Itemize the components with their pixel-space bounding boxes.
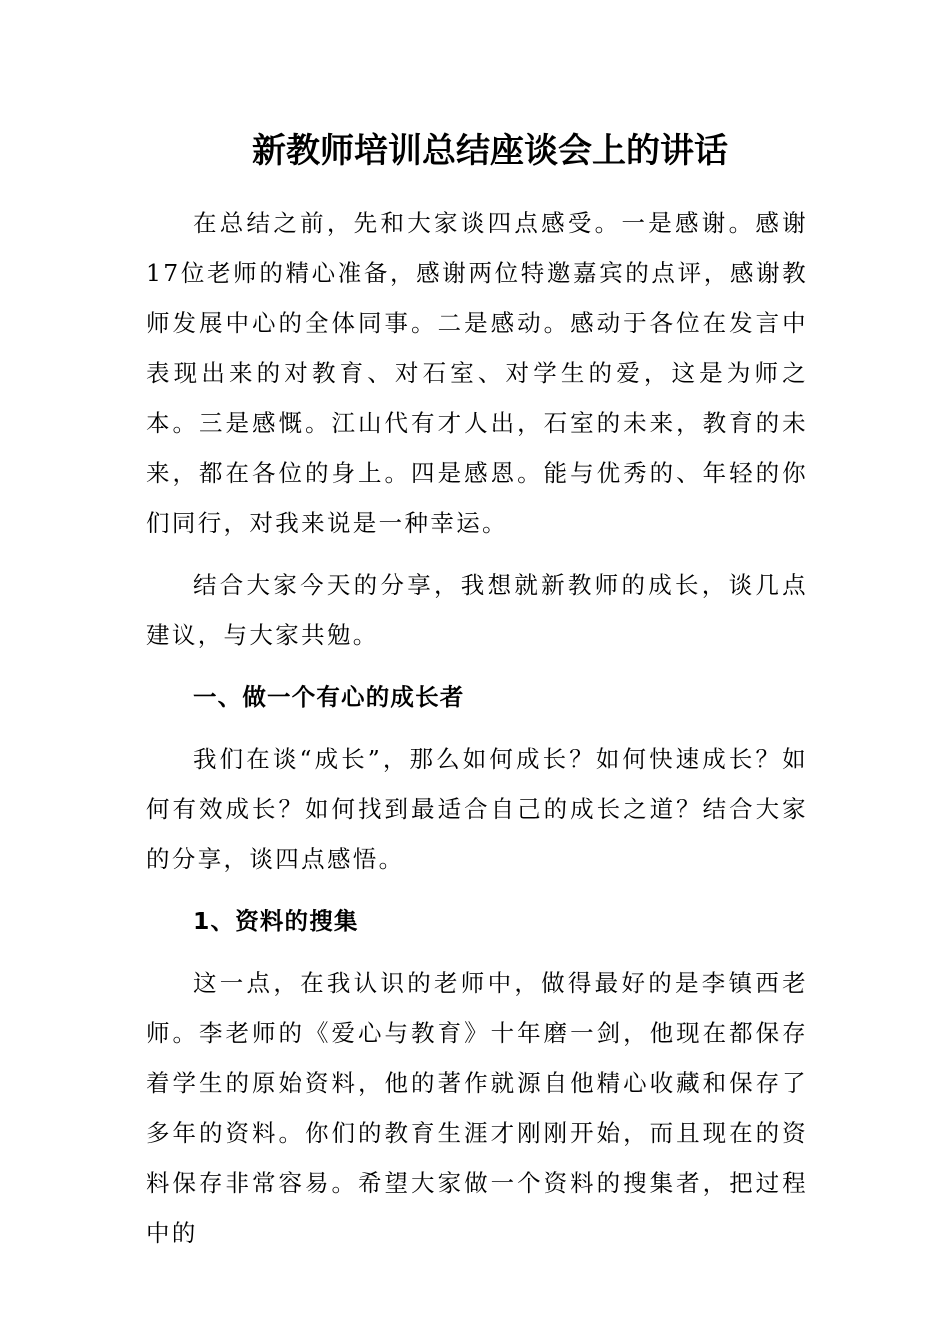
section-heading-1: 一、做一个有心的成长者 [193, 683, 465, 711]
section-1-paragraph: 我们在谈“成长”，那么如何成长？如何快速成长？如何有效成长？如何找到最适合自己的成长之道？结合大家的分享，谈四点感悟。 [146, 745, 808, 873]
intro-paragraph: 在总结之前，先和大家谈四点感受。一是感谢。感谢17位老师的精心准备，感谢两位特邀嘉宾的点评，感谢教师发展中心的全体同事。二是感动。感动于各位在发言中表现出来的对教育、对石室、对学生的爱，这是为师之本。三是感慨。江山代有才人出，石室的未来，教育的未来，都在各位的身上。四是感恩。能与优秀的、年轻的你们同行，对我来说是一种幸运。 [146, 209, 808, 537]
subsection-1-paragraph: 这一点，在我认识的老师中，做得最好的是李镇西老师。李老师的《爱心与教育》十年磨一剑，他现在都保存着学生的原始资料，他的著作就源自他精心收藏和保存了多年的资料。你们的教育生涯才刚刚开始，而且现在的资料保存非常容易。希望大家做一个资料的搜集者，把过程中的 [146, 969, 808, 1247]
suggestion-paragraph: 结合大家今天的分享，我想就新教师的成长，谈几点建议，与大家共勉。 [146, 571, 808, 649]
document-body [146, 198, 808, 1258]
document-title: 新教师培训总结座谈会上的讲话 [252, 131, 728, 171]
subsection-heading-1: 1、资料的搜集 [193, 907, 359, 935]
